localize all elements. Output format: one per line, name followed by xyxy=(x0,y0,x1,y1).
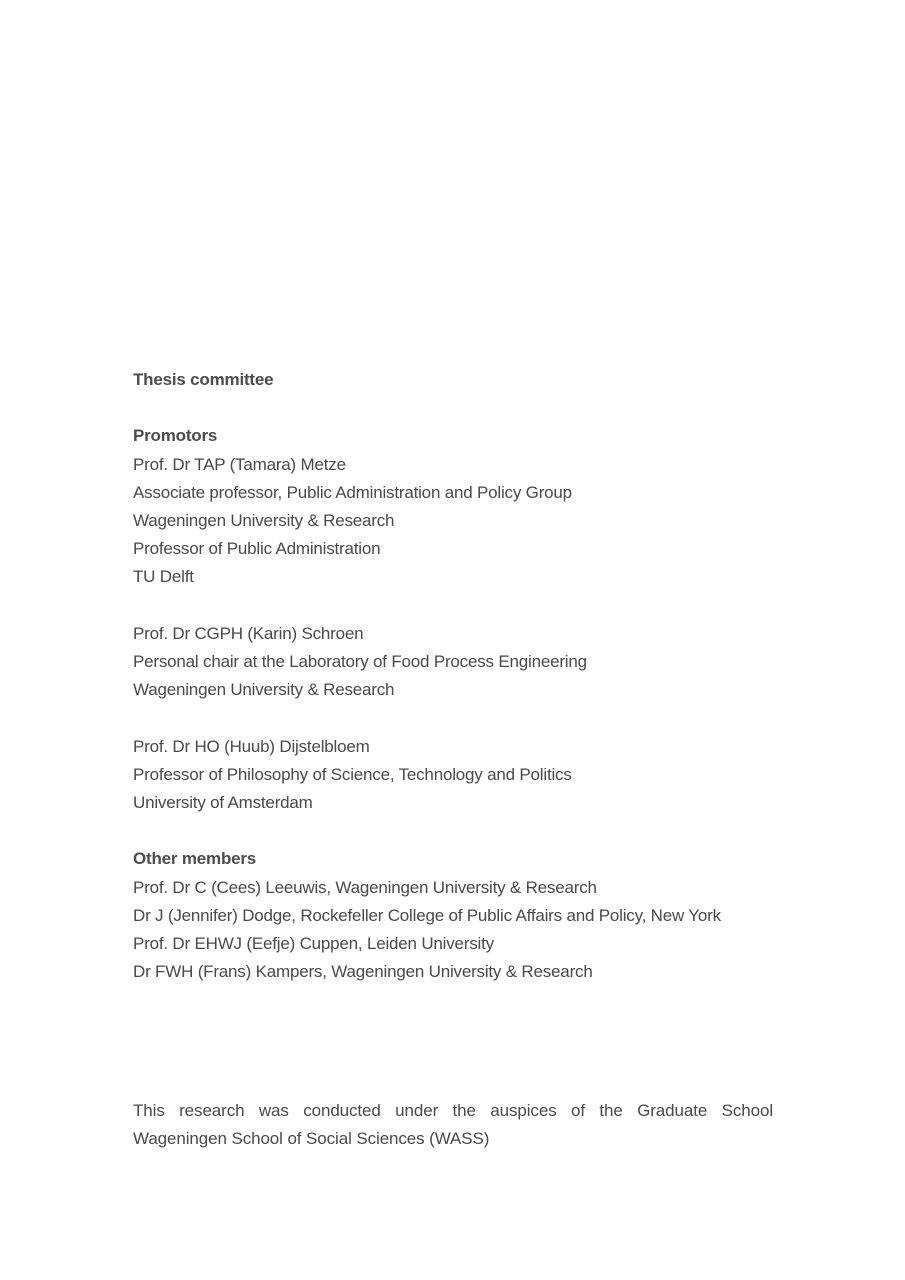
promotor-2-affiliation: Wageningen University & Research xyxy=(133,680,395,700)
spacer xyxy=(133,704,773,732)
footer-line-1: This research was conducted under the auspices of the Graduate School xyxy=(133,1101,773,1120)
other-members-list xyxy=(133,874,773,987)
spacer xyxy=(133,817,773,845)
promotor-block-3 xyxy=(133,733,773,818)
member-line: Dr FWH (Frans) Kampers, Wageningen University & Research xyxy=(133,962,593,982)
promotor-3-position: Professor of Philosophy of Science, Technology and Politics xyxy=(133,764,572,784)
promotor-3-name: Prof. Dr HO (Huub) Dijstelbloem xyxy=(133,736,370,756)
promotor-1-name: Prof. Dr TAP (Tamara) Metze xyxy=(133,454,346,474)
promotor-1-position-2: Professor of Public Administration xyxy=(133,539,381,559)
page-title: Thesis committee xyxy=(133,370,274,389)
promotor-block-1 xyxy=(133,451,773,592)
promotor-1-position: Associate professor, Public Administration and Policy Group xyxy=(133,482,572,502)
member-line: Prof. Dr EHWJ (Eefje) Cuppen, Leiden University xyxy=(133,934,494,953)
member-line: Dr J (Jennifer) Dodge, Rockefeller College of Public Affairs and Policy, New York xyxy=(133,905,721,925)
graduate-school-note xyxy=(133,1097,773,1153)
promotor-block-2 xyxy=(133,620,773,705)
committee-section xyxy=(133,366,773,986)
promotor-1-affiliation-2: TU Delft xyxy=(133,567,194,587)
member-line: Prof. Dr C (Cees) Leeuwis, Wageningen University & Research xyxy=(133,877,597,897)
spacer xyxy=(133,394,773,422)
promotor-2-name: Prof. Dr CGPH (Karin) Schroen xyxy=(133,623,364,643)
promotors-heading: Promotors xyxy=(133,426,218,446)
other-members-heading: Other members xyxy=(133,849,257,869)
promotor-1-affiliation: Wageningen University & Research xyxy=(133,511,395,530)
promotor-2-position: Personal chair at the Laboratory of Food Process Engineering xyxy=(133,652,587,671)
spacer xyxy=(133,592,773,620)
footer-line-2: Wageningen School of Social Sciences (WASS) xyxy=(133,1129,490,1149)
promotor-3-affiliation: University of Amsterdam xyxy=(133,793,313,812)
